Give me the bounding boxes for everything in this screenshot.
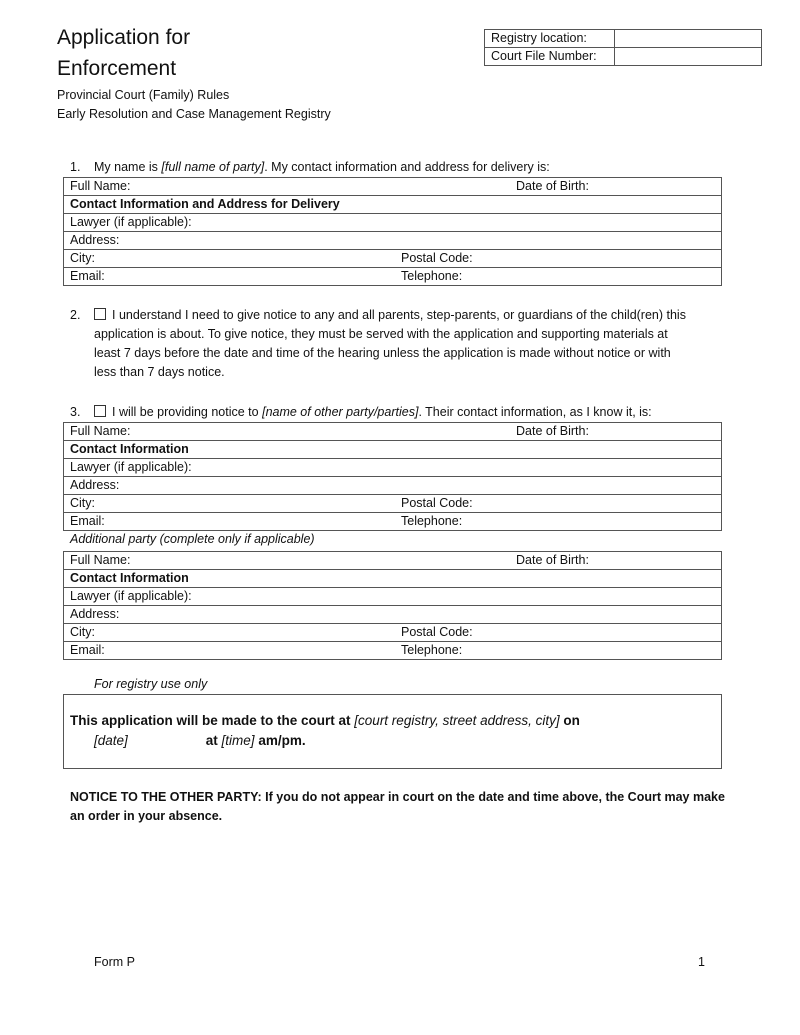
address-field[interactable]: [64, 232, 722, 250]
hearing-text: on: [559, 713, 580, 728]
subtitle-line-2: Early Resolution and Case Management Registry: [57, 107, 331, 121]
lawyer-field[interactable]: [64, 214, 722, 232]
title-line-2: Enforcement: [57, 57, 177, 80]
form-title: [57, 22, 190, 84]
notice-to-other-party: [70, 788, 730, 826]
full-name-label: Full Name:: [70, 553, 131, 567]
full-name-field[interactable]: [64, 552, 722, 570]
dob-label: Date of Birth:: [516, 179, 589, 193]
email-telephone-field[interactable]: [64, 513, 722, 531]
notice-checkbox[interactable]: [94, 308, 106, 320]
court-file-number-field[interactable]: [615, 48, 762, 66]
page-number: 1: [698, 955, 705, 969]
hearing-text: This application will be made to the court at: [70, 713, 355, 728]
address-label: Address:: [70, 607, 120, 621]
registry-use-box: [63, 694, 722, 769]
lawyer-label: Lawyer (if applicable):: [70, 460, 192, 474]
notice-line-1: NOTICE TO THE OTHER PARTY: If you do not appear in court on the date and time above, the Court may make: [70, 790, 725, 804]
section-heading: Contact Information and Address for Delivery: [64, 196, 722, 214]
item-text: . My contact information and address for delivery is:: [264, 160, 550, 174]
city-label: City:: [70, 496, 95, 510]
address-field[interactable]: [64, 606, 722, 624]
subtitle-line-1: Provincial Court (Family) Rules: [57, 88, 230, 102]
item-text: application is about. To give notice, they must be served with the application and supporting materials at: [94, 327, 668, 341]
lawyer-label: Lawyer (if applicable):: [70, 589, 192, 603]
postal-code-label: Postal Code:: [401, 251, 473, 265]
lawyer-field[interactable]: [64, 459, 722, 477]
full-name-label: Full Name:: [70, 424, 131, 438]
item-text: My name is: [94, 160, 162, 174]
item-number: 2.: [70, 308, 81, 322]
item-text: . Their contact information, as I know it, is:: [418, 405, 652, 419]
form-subtitle: [57, 86, 331, 124]
city-label: City:: [70, 625, 95, 639]
time-placeholder[interactable]: [time]: [221, 733, 255, 748]
email-label: Email:: [70, 643, 105, 657]
form-name: Form P: [94, 955, 135, 969]
section-heading: Contact Information: [64, 441, 722, 459]
city-label: City:: [70, 251, 95, 265]
providing-notice-checkbox[interactable]: [94, 405, 106, 417]
party-contact-table: [63, 177, 722, 286]
item-number: 1.: [70, 160, 81, 174]
item-number: 3.: [70, 405, 81, 419]
dob-label: Date of Birth:: [516, 424, 589, 438]
item-3-heading: [70, 403, 652, 422]
lawyer-field[interactable]: [64, 588, 722, 606]
telephone-label: Telephone:: [401, 514, 463, 528]
postal-code-label: Postal Code:: [401, 625, 473, 639]
item-text: least 7 days before the date and time of the hearing unless the application is made without notice or with: [94, 346, 671, 360]
registry-location-field[interactable]: [615, 30, 762, 48]
additional-party-contact-table: [63, 551, 722, 660]
registry-location-label: Registry location:: [485, 30, 615, 48]
party-name-placeholder[interactable]: [full name of party]: [161, 160, 265, 174]
email-label: Email:: [70, 514, 105, 528]
hearing-text: am/pm.: [254, 733, 306, 748]
notice-line-2: an order in your absence.: [70, 809, 223, 823]
additional-party-label: Additional party (complete only if applicable): [70, 532, 315, 546]
email-label: Email:: [70, 269, 105, 283]
city-postal-field[interactable]: [64, 250, 722, 268]
court-address-placeholder[interactable]: [court registry, street address, city]: [354, 713, 560, 728]
city-postal-field[interactable]: [64, 624, 722, 642]
registry-use-label: For registry use only: [94, 677, 208, 691]
email-telephone-field[interactable]: [64, 268, 722, 286]
other-party-contact-table: [63, 422, 722, 531]
postal-code-label: Postal Code:: [401, 496, 473, 510]
hearing-location-line: [70, 711, 580, 731]
address-label: Address:: [70, 233, 120, 247]
full-name-field[interactable]: [64, 178, 722, 196]
email-telephone-field[interactable]: [64, 642, 722, 660]
section-heading: Contact Information: [64, 570, 722, 588]
full-name-label: Full Name:: [70, 179, 131, 193]
date-placeholder[interactable]: [date]: [94, 733, 128, 748]
item-2: [70, 306, 740, 382]
telephone-label: Telephone:: [401, 643, 463, 657]
other-party-placeholder[interactable]: [name of other party/parties]: [262, 405, 419, 419]
hearing-text: at: [205, 733, 222, 748]
address-field[interactable]: [64, 477, 722, 495]
address-label: Address:: [70, 478, 120, 492]
title-line-1: Application for: [57, 26, 191, 49]
full-name-field[interactable]: [64, 423, 722, 441]
item-text: I understand I need to give notice to any and all parents, step-parents, or guardians of the child(ren) this: [112, 308, 686, 322]
lawyer-label: Lawyer (if applicable):: [70, 215, 192, 229]
city-postal-field[interactable]: [64, 495, 722, 513]
item-text: less than 7 days notice.: [94, 365, 225, 379]
item-1-heading: [70, 158, 550, 177]
dob-label: Date of Birth:: [516, 553, 589, 567]
registry-info-table: [484, 29, 762, 66]
court-file-number-label: Court File Number:: [485, 48, 615, 66]
hearing-datetime-line: [94, 731, 306, 751]
telephone-label: Telephone:: [401, 269, 463, 283]
item-text: I will be providing notice to: [112, 405, 263, 419]
